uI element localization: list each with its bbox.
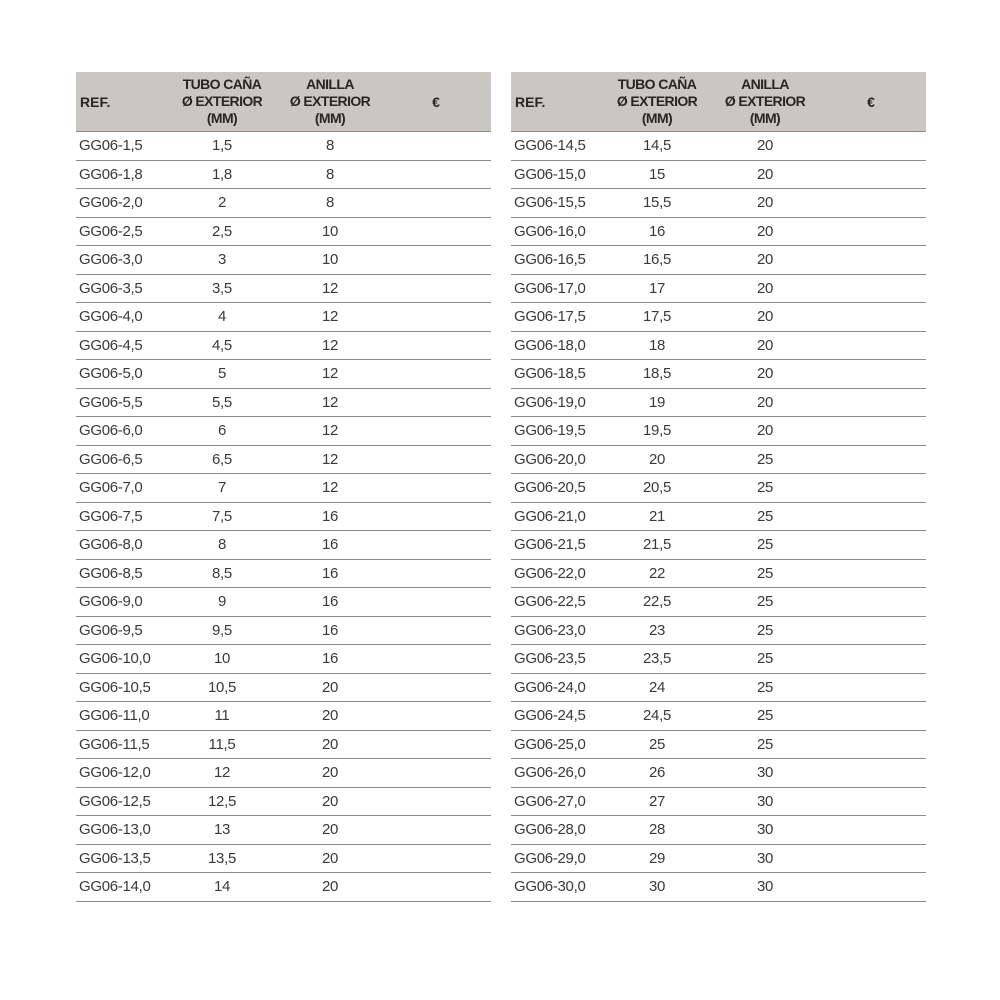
- ref-cell: GG06-29,0: [514, 849, 586, 867]
- tubo-diameter-cell: 21,5: [643, 536, 671, 553]
- tubo-diameter-cell: 22,5: [643, 593, 671, 610]
- ref-cell: GG06-26,0: [514, 764, 586, 781]
- tubo-diameter-cell: 6: [217, 422, 227, 439]
- ref-cell: GG06-16,0: [514, 222, 586, 240]
- table-row: [76, 275, 491, 304]
- header-ref: REF.: [515, 94, 546, 110]
- tubo-diameter-cell: 19: [648, 393, 666, 411]
- tubo-diameter-cell: 9,5: [212, 621, 232, 639]
- table-row: [76, 731, 491, 760]
- table-row: [76, 303, 491, 332]
- ref-cell: GG06-21,5: [514, 536, 586, 553]
- tubo-diameter-cell: 13: [213, 821, 231, 838]
- ref-cell: GG06-1,8: [79, 165, 143, 183]
- ref-cell: GG06-11,5: [79, 735, 150, 753]
- tubo-diameter-cell: 25: [648, 735, 666, 753]
- anilla-diameter-cell: 25: [756, 479, 774, 496]
- table-row: [511, 702, 926, 731]
- tubo-diameter-cell: 18: [648, 336, 666, 354]
- ref-cell: GG06-13,5: [79, 849, 151, 867]
- table-row: [511, 161, 926, 190]
- table-header: [76, 72, 491, 132]
- table-row: [511, 132, 926, 161]
- ref-cell: GG06-7,5: [79, 507, 143, 525]
- ref-cell: GG06-13,0: [79, 821, 151, 838]
- table-row: [511, 674, 926, 703]
- table-row: [511, 189, 926, 218]
- tubo-diameter-cell: 24,5: [643, 707, 671, 724]
- table-row: [76, 161, 491, 190]
- ref-cell: GG06-14,5: [514, 137, 586, 154]
- header-price: €: [867, 94, 875, 110]
- table-row: [76, 132, 491, 161]
- table-row: [511, 845, 926, 874]
- anilla-diameter-cell: 30: [756, 878, 774, 895]
- table-body: [511, 132, 926, 902]
- anilla-diameter-cell: 25: [756, 593, 774, 610]
- ref-cell: GG06-5,0: [79, 365, 143, 382]
- header-anilla: [715, 76, 815, 127]
- tubo-diameter-cell: 13,5: [208, 849, 236, 867]
- tubo-diameter-cell: 23: [648, 621, 666, 639]
- table-row: [511, 560, 926, 589]
- anilla-diameter-cell: 20: [756, 279, 774, 297]
- anilla-diameter-cell: 20: [321, 707, 339, 724]
- table-row: [76, 389, 491, 418]
- table-row: [511, 218, 926, 247]
- header-anilla-line: Ø EXTERIOR: [289, 93, 371, 109]
- tubo-diameter-cell: 15,5: [643, 194, 671, 211]
- table-row: [511, 873, 926, 902]
- table-row: [511, 474, 926, 503]
- table-header: [511, 72, 926, 132]
- ref-cell: GG06-16,5: [514, 251, 586, 268]
- anilla-diameter-cell: 16: [321, 536, 339, 553]
- ref-cell: GG06-15,0: [514, 165, 586, 183]
- tubo-diameter-cell: 11: [214, 707, 230, 724]
- ref-cell: GG06-24,0: [514, 678, 586, 696]
- anilla-diameter-cell: 12: [321, 336, 339, 354]
- tubo-diameter-cell: 29: [648, 849, 666, 867]
- ref-cell: GG06-3,0: [79, 251, 143, 268]
- anilla-diameter-cell: 30: [756, 792, 774, 810]
- anilla-diameter-cell: 25: [756, 707, 774, 724]
- tubo-diameter-cell: 30: [648, 878, 666, 895]
- tubo-diameter-cell: 2,5: [212, 222, 232, 240]
- anilla-diameter-cell: 25: [756, 507, 774, 525]
- ref-cell: GG06-8,0: [79, 536, 143, 553]
- tubo-diameter-cell: 20,5: [643, 479, 671, 496]
- tubo-diameter-cell: 21: [648, 507, 666, 525]
- tubo-diameter-cell: 17: [648, 279, 666, 297]
- ref-cell: GG06-10,0: [79, 650, 151, 667]
- anilla-diameter-cell: 16: [321, 593, 339, 610]
- table-row: [511, 503, 926, 532]
- anilla-diameter-cell: 25: [756, 536, 774, 553]
- table-row: [76, 503, 491, 532]
- ref-cell: GG06-4,0: [79, 308, 143, 325]
- ref-cell: GG06-12,5: [79, 792, 151, 810]
- table-row: [511, 759, 926, 788]
- anilla-diameter-cell: 8: [325, 194, 335, 211]
- tubo-diameter-cell: 14,5: [643, 137, 671, 154]
- tubo-diameter-cell: 26: [648, 764, 666, 781]
- ref-cell: GG06-22,0: [514, 564, 586, 582]
- ref-cell: GG06-10,5: [79, 678, 151, 696]
- tubo-diameter-cell: 6,5: [212, 450, 232, 468]
- anilla-diameter-cell: 20: [756, 365, 774, 382]
- table-row: [511, 332, 926, 361]
- table-row: [76, 218, 491, 247]
- header-tubo-line: TUBO CAÑA: [182, 76, 262, 92]
- ref-cell: GG06-23,0: [514, 621, 586, 639]
- table-row: [76, 189, 491, 218]
- anilla-diameter-cell: 8: [325, 137, 335, 154]
- tubo-diameter-cell: 14: [213, 878, 231, 895]
- anilla-diameter-cell: 25: [756, 678, 774, 696]
- ref-cell: GG06-22,5: [514, 593, 586, 610]
- tubo-diameter-cell: 16: [648, 222, 666, 240]
- anilla-diameter-cell: 25: [756, 650, 774, 667]
- anilla-diameter-cell: 20: [321, 821, 339, 838]
- anilla-diameter-cell: 20: [321, 764, 339, 781]
- ref-cell: GG06-19,0: [514, 393, 586, 411]
- table-row: [76, 246, 491, 275]
- ref-cell: GG06-2,5: [79, 222, 143, 240]
- anilla-diameter-cell: 20: [756, 137, 774, 154]
- product-table-right: [511, 72, 926, 902]
- anilla-diameter-cell: 16: [321, 507, 339, 525]
- ref-cell: GG06-6,5: [79, 450, 143, 468]
- ref-cell: GG06-9,5: [79, 621, 143, 639]
- tubo-diameter-cell: 20: [648, 450, 666, 468]
- ref-cell: GG06-19,5: [514, 422, 586, 439]
- ref-cell: GG06-12,0: [79, 764, 151, 781]
- anilla-diameter-cell: 20: [756, 194, 774, 211]
- anilla-diameter-cell: 16: [321, 564, 339, 582]
- anilla-diameter-cell: 20: [756, 422, 774, 439]
- header-tubo-line: (MM): [206, 110, 238, 126]
- anilla-diameter-cell: 12: [321, 393, 339, 411]
- tubo-diameter-cell: 3: [217, 251, 227, 268]
- tubo-diameter-cell: 4: [217, 308, 227, 325]
- table-row: [511, 588, 926, 617]
- table-row: [76, 759, 491, 788]
- tubo-diameter-cell: 10,5: [208, 678, 236, 696]
- tubo-diameter-cell: 27: [648, 792, 666, 810]
- ref-cell: GG06-9,0: [79, 593, 143, 610]
- anilla-diameter-cell: 16: [321, 621, 339, 639]
- tubo-diameter-cell: 7: [217, 479, 227, 496]
- table-row: [76, 332, 491, 361]
- product-table-left: [76, 72, 491, 902]
- table-row: [511, 788, 926, 817]
- ref-cell: GG06-23,5: [514, 650, 586, 667]
- table-row: [511, 645, 926, 674]
- ref-cell: GG06-25,0: [514, 735, 586, 753]
- table-row: [76, 588, 491, 617]
- anilla-diameter-cell: 20: [756, 251, 774, 268]
- ref-cell: GG06-17,5: [514, 308, 586, 325]
- table-row: [76, 617, 491, 646]
- anilla-diameter-cell: 20: [756, 222, 774, 240]
- anilla-diameter-cell: 12: [321, 365, 339, 382]
- header-price: €: [432, 94, 440, 110]
- table-row: [511, 246, 926, 275]
- tubo-diameter-cell: 23,5: [643, 650, 671, 667]
- header-anilla-line: Ø EXTERIOR: [724, 93, 806, 109]
- anilla-diameter-cell: 30: [756, 764, 774, 781]
- anilla-diameter-cell: 20: [756, 393, 774, 411]
- tubo-diameter-cell: 17,5: [643, 308, 671, 325]
- tubo-diameter-cell: 12,5: [208, 792, 236, 810]
- anilla-diameter-cell: 20: [756, 165, 774, 183]
- tubo-diameter-cell: 28: [648, 821, 666, 838]
- ref-cell: GG06-15,5: [514, 194, 586, 211]
- anilla-diameter-cell: 10: [321, 222, 339, 240]
- anilla-diameter-cell: 20: [321, 678, 339, 696]
- ref-cell: GG06-4,5: [79, 336, 143, 354]
- table-row: [76, 446, 491, 475]
- ref-cell: GG06-21,0: [514, 507, 586, 525]
- tubo-diameter-cell: 12: [213, 764, 231, 781]
- table-row: [76, 474, 491, 503]
- header-tubo-line: (MM): [641, 110, 673, 126]
- anilla-diameter-cell: 20: [756, 336, 774, 354]
- tubo-diameter-cell: 8,5: [212, 564, 232, 582]
- ref-cell: GG06-27,0: [514, 792, 586, 810]
- header-anilla: [280, 76, 380, 127]
- table-row: [511, 446, 926, 475]
- header-tubo-line: Ø EXTERIOR: [616, 93, 698, 109]
- anilla-diameter-cell: 25: [756, 621, 774, 639]
- tubo-diameter-cell: 5: [217, 365, 227, 382]
- tubo-diameter-cell: 19,5: [643, 422, 671, 439]
- ref-cell: GG06-14,0: [79, 878, 151, 895]
- anilla-diameter-cell: 12: [321, 279, 339, 297]
- tubo-diameter-cell: 10: [213, 650, 231, 667]
- tubo-diameter-cell: 7,5: [212, 507, 232, 525]
- tubo-diameter-cell: 5,5: [212, 393, 232, 411]
- tubo-diameter-cell: 22: [648, 564, 666, 582]
- table-row: [76, 788, 491, 817]
- table-row: [511, 731, 926, 760]
- tubo-diameter-cell: 24: [648, 678, 666, 696]
- anilla-diameter-cell: 25: [756, 450, 774, 468]
- ref-cell: GG06-17,0: [514, 279, 586, 297]
- anilla-diameter-cell: 25: [756, 735, 774, 753]
- ref-cell: GG06-11,0: [79, 707, 150, 724]
- table-row: [511, 417, 926, 446]
- tubo-diameter-cell: 4,5: [212, 336, 232, 354]
- header-tubo: [605, 76, 709, 127]
- ref-cell: GG06-30,0: [514, 878, 586, 895]
- ref-cell: GG06-18,0: [514, 336, 586, 354]
- tubo-diameter-cell: 1,8: [212, 165, 232, 183]
- tubo-diameter-cell: 15: [648, 165, 666, 183]
- anilla-diameter-cell: 12: [321, 450, 339, 468]
- anilla-diameter-cell: 16: [321, 650, 339, 667]
- header-tubo-line: TUBO CAÑA: [617, 76, 697, 92]
- ref-cell: GG06-20,5: [514, 479, 586, 496]
- tubo-diameter-cell: 3,5: [212, 279, 232, 297]
- anilla-diameter-cell: 20: [756, 308, 774, 325]
- table-row: [511, 531, 926, 560]
- table-row: [511, 389, 926, 418]
- anilla-diameter-cell: 10: [321, 251, 339, 268]
- header-anilla-line: (MM): [749, 110, 781, 126]
- table-row: [76, 816, 491, 845]
- ref-cell: GG06-3,5: [79, 279, 143, 297]
- header-anilla-line: (MM): [314, 110, 346, 126]
- table-row: [76, 645, 491, 674]
- table-body: [76, 132, 491, 902]
- table-row: [511, 360, 926, 389]
- table-row: [76, 560, 491, 589]
- header-anilla-line: ANILLA: [306, 76, 354, 92]
- anilla-diameter-cell: 12: [321, 479, 339, 496]
- anilla-diameter-cell: 20: [321, 735, 339, 753]
- table-row: [76, 360, 491, 389]
- header-anilla-line: ANILLA: [741, 76, 789, 92]
- anilla-diameter-cell: 20: [321, 878, 339, 895]
- tubo-diameter-cell: 2: [217, 194, 227, 211]
- tubo-diameter-cell: 16,5: [643, 251, 671, 268]
- ref-cell: GG06-6,0: [79, 422, 143, 439]
- ref-cell: GG06-2,0: [79, 194, 143, 211]
- table-row: [76, 873, 491, 902]
- table-row: [511, 816, 926, 845]
- header-tubo: [170, 76, 274, 127]
- table-row: [511, 617, 926, 646]
- table-row: [511, 275, 926, 304]
- header-ref: REF.: [80, 94, 111, 110]
- ref-cell: GG06-5,5: [79, 393, 143, 411]
- ref-cell: GG06-20,0: [514, 450, 586, 468]
- table-row: [511, 303, 926, 332]
- ref-cell: GG06-28,0: [514, 821, 586, 838]
- anilla-diameter-cell: 25: [756, 564, 774, 582]
- table-row: [76, 845, 491, 874]
- tubo-diameter-cell: 9: [217, 593, 227, 610]
- tubo-diameter-cell: 11,5: [208, 735, 236, 753]
- anilla-diameter-cell: 20: [321, 792, 339, 810]
- table-row: [76, 674, 491, 703]
- anilla-diameter-cell: 20: [321, 849, 339, 867]
- anilla-diameter-cell: 12: [321, 422, 339, 439]
- tubo-diameter-cell: 8: [217, 536, 227, 553]
- ref-cell: GG06-7,0: [79, 479, 143, 496]
- table-row: [76, 531, 491, 560]
- anilla-diameter-cell: 8: [325, 165, 335, 183]
- ref-cell: GG06-24,5: [514, 707, 586, 724]
- anilla-diameter-cell: 30: [756, 849, 774, 867]
- ref-cell: GG06-8,5: [79, 564, 143, 582]
- table-row: [76, 702, 491, 731]
- tubo-diameter-cell: 1,5: [212, 137, 232, 154]
- anilla-diameter-cell: 30: [756, 821, 774, 838]
- tubo-diameter-cell: 18,5: [643, 365, 671, 382]
- ref-cell: GG06-18,5: [514, 365, 586, 382]
- ref-cell: GG06-1,5: [79, 137, 143, 154]
- table-row: [76, 417, 491, 446]
- header-tubo-line: Ø EXTERIOR: [181, 93, 263, 109]
- anilla-diameter-cell: 12: [321, 308, 339, 325]
